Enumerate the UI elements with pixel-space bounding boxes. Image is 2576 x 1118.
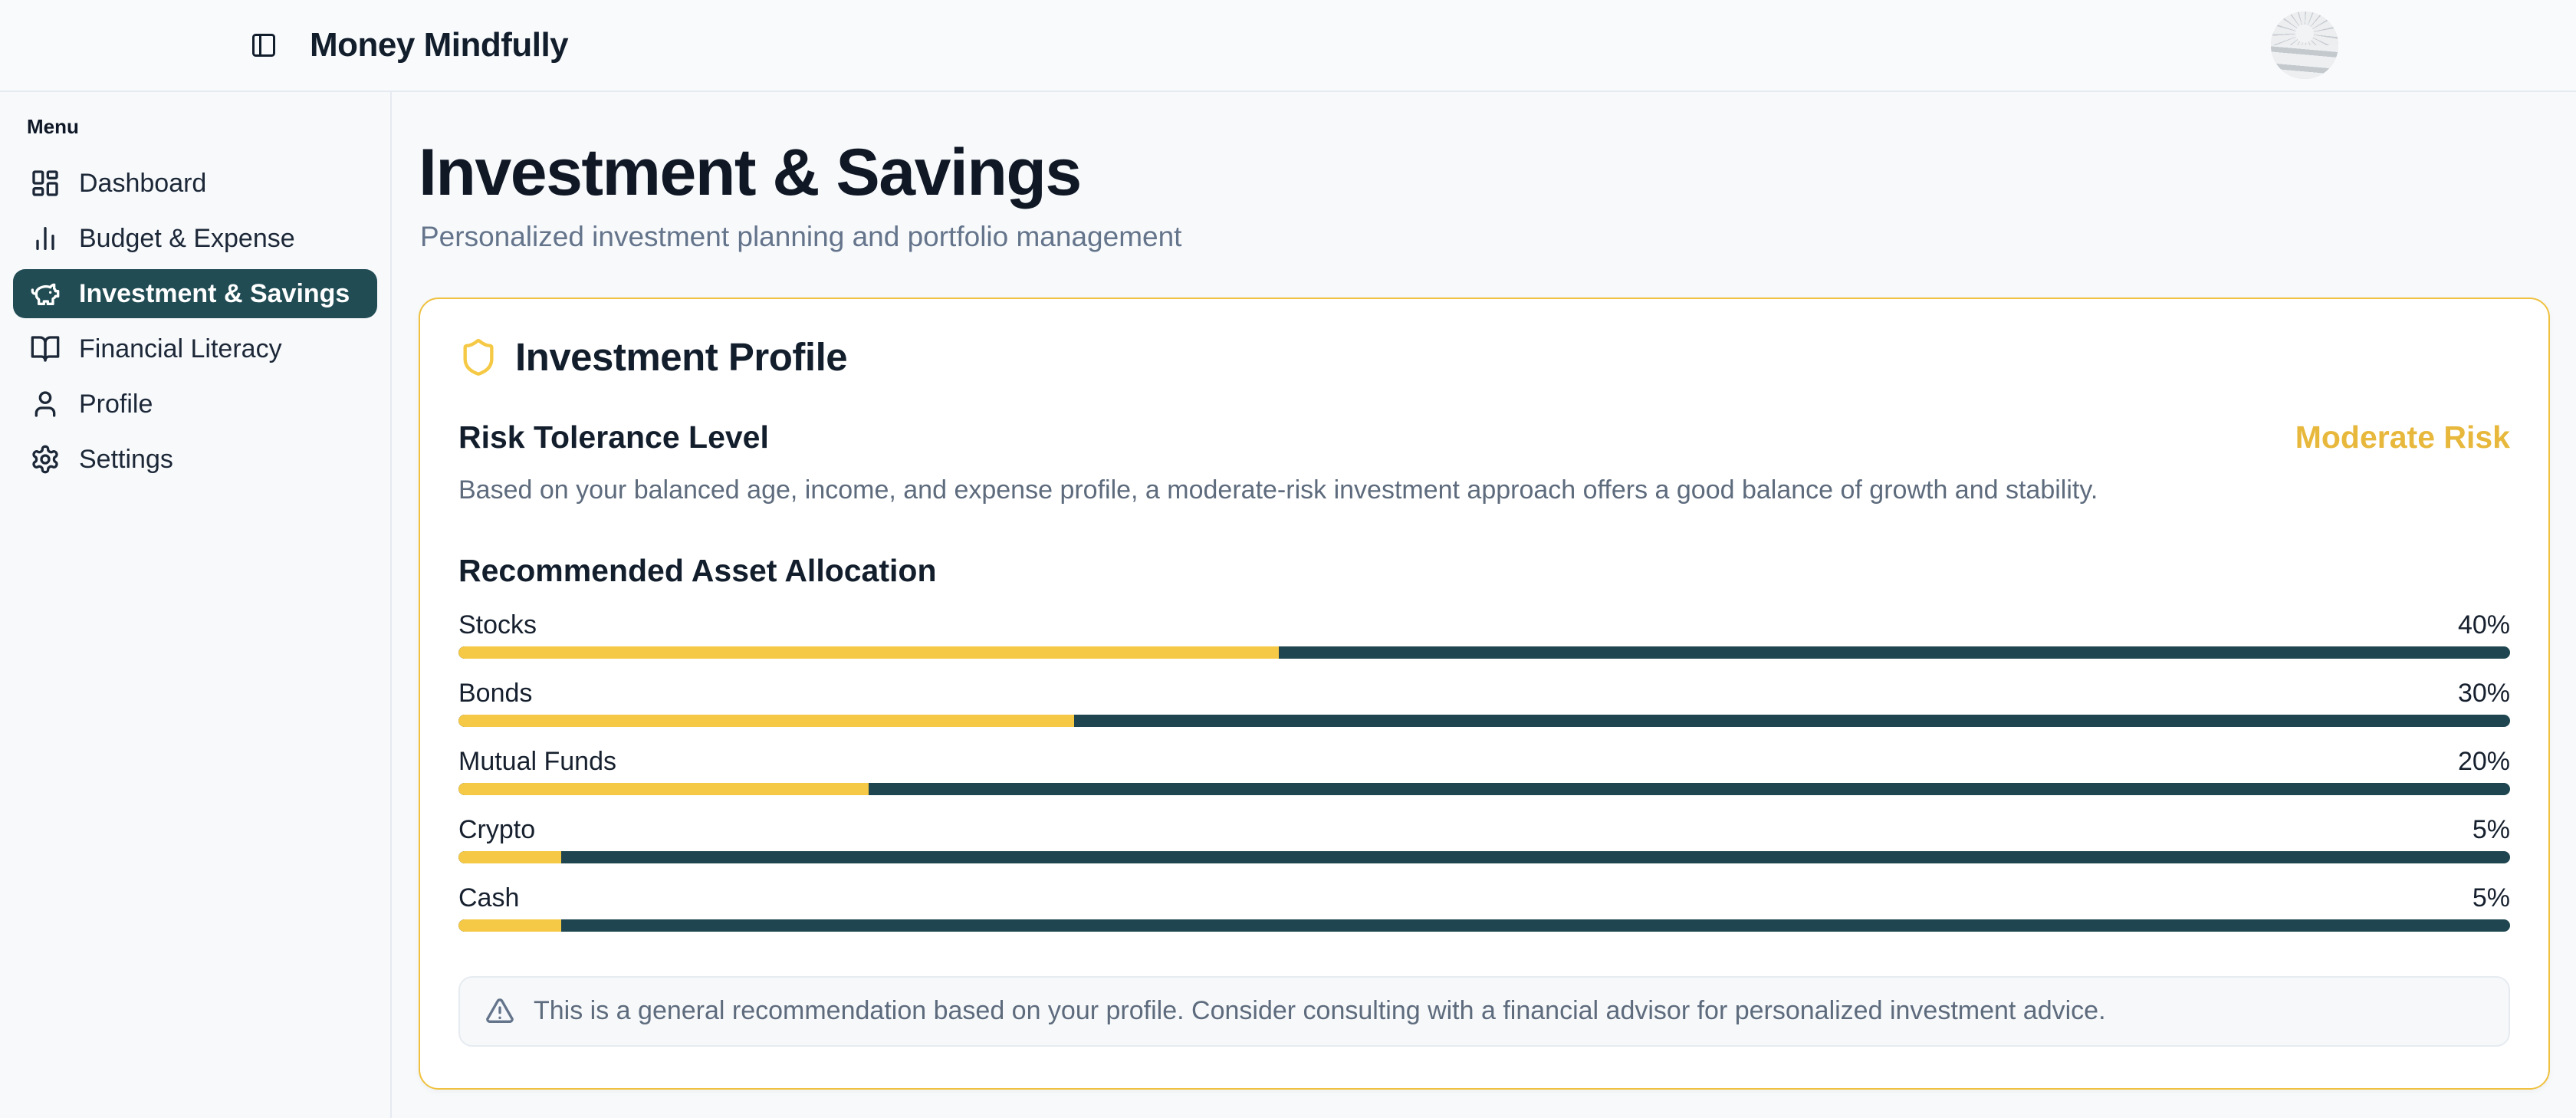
- allocation-bar-track: [458, 646, 2510, 659]
- piggy-bank-icon: [30, 278, 61, 309]
- allocation-bar-track: [458, 919, 2510, 932]
- sidebar-item-label: Financial Literacy: [79, 334, 282, 363]
- sidebar-item-label: Investment & Savings: [79, 278, 350, 308]
- sidebar-item-label: Budget & Expense: [79, 223, 295, 253]
- panel-left-icon: [250, 31, 278, 59]
- investment-profile-card: [419, 298, 2550, 1090]
- allocation-bar-track: [458, 851, 2510, 863]
- allocation-label-row: [458, 883, 2510, 913]
- advisory-note-text: This is a general recommendation based on your profile. Consider consulting with a financial advisor for personalized investment advice.: [534, 996, 2106, 1026]
- allocation-category-label: Crypto: [458, 814, 536, 844]
- allocation-label-row: [458, 747, 2510, 777]
- card-title: Investment Profile: [515, 335, 848, 380]
- risk-tolerance-heading: Risk Tolerance Level: [458, 419, 769, 455]
- page-subtitle: Personalized investment planning and portfolio management: [420, 221, 1182, 253]
- allocation-percent-value: 5%: [2472, 883, 2510, 912]
- allocation-bar-fill: [458, 919, 561, 932]
- sidebar-item-budget-expense[interactable]: [13, 214, 377, 263]
- sidebar-item-label: Profile: [79, 389, 153, 419]
- sidebar-item-financial-literacy[interactable]: [13, 324, 377, 373]
- main-content: [393, 92, 2576, 1118]
- allocation-label-row: [458, 610, 2510, 640]
- bar-chart-icon: [30, 223, 61, 254]
- allocation-category-label: Stocks: [458, 610, 537, 640]
- sidebar-item-dashboard[interactable]: [13, 159, 377, 208]
- dashboard-grid-icon: [30, 168, 61, 199]
- gear-icon: [30, 444, 61, 475]
- allocation-row: [458, 747, 2510, 795]
- sidebar-item-label: Dashboard: [79, 168, 207, 198]
- allocation-row: [458, 815, 2510, 863]
- warning-triangle-icon: [485, 996, 515, 1027]
- sidebar-item-profile[interactable]: [13, 380, 377, 429]
- allocation-bar-fill: [458, 783, 869, 795]
- top-header: [0, 0, 2576, 92]
- sidebar-item-settings[interactable]: [13, 435, 377, 484]
- sidebar-toggle-button[interactable]: [247, 28, 281, 62]
- allocation-percent-value: 20%: [2457, 746, 2510, 776]
- allocation-category-label: Mutual Funds: [458, 746, 616, 776]
- risk-description: Based on your balanced age, income, and expense profile, a moderate-risk investment approach offers a good balance of growth and stability.: [458, 475, 2098, 505]
- allocation-list: [458, 610, 2510, 932]
- allocation-percent-value: 40%: [2457, 610, 2510, 640]
- allocation-percent-value: 30%: [2457, 678, 2510, 708]
- book-open-icon: [30, 334, 61, 364]
- allocation-bar-fill: [458, 851, 561, 863]
- sidebar-section-label: Menu: [27, 115, 79, 138]
- risk-level-badge: Moderate Risk: [2295, 419, 2510, 455]
- card-title-row: [458, 334, 2510, 380]
- risk-tolerance-row: [458, 419, 2510, 455]
- allocation-row: [458, 679, 2510, 727]
- page-title: Investment & Savings: [419, 136, 1081, 209]
- allocation-bar-fill: [458, 715, 1074, 727]
- avatar-photo-bottom: [2271, 45, 2338, 79]
- advisory-note: [458, 976, 2510, 1047]
- allocation-bar-track: [458, 715, 2510, 727]
- user-icon: [30, 389, 61, 419]
- app-title: Money Mindfully: [310, 26, 569, 64]
- allocation-heading: Recommended Asset Allocation: [458, 552, 937, 588]
- avatar-photo-top: [2271, 12, 2338, 48]
- allocation-percent-value: 5%: [2472, 814, 2510, 844]
- sidebar-item-label: Settings: [79, 444, 173, 474]
- shield-icon: [458, 337, 498, 377]
- allocation-label-row: [458, 815, 2510, 845]
- avatar[interactable]: [2271, 12, 2338, 79]
- sidebar-nav: [13, 159, 377, 484]
- allocation-label-row: [458, 679, 2510, 709]
- allocation-category-label: Bonds: [458, 678, 533, 708]
- sidebar: [0, 92, 392, 1118]
- allocation-bar-track: [458, 783, 2510, 795]
- allocation-row: [458, 610, 2510, 659]
- allocation-row: [458, 883, 2510, 932]
- allocation-bar-fill: [458, 646, 1279, 659]
- allocation-category-label: Cash: [458, 883, 520, 912]
- sidebar-item-investment-savings[interactable]: [13, 269, 377, 318]
